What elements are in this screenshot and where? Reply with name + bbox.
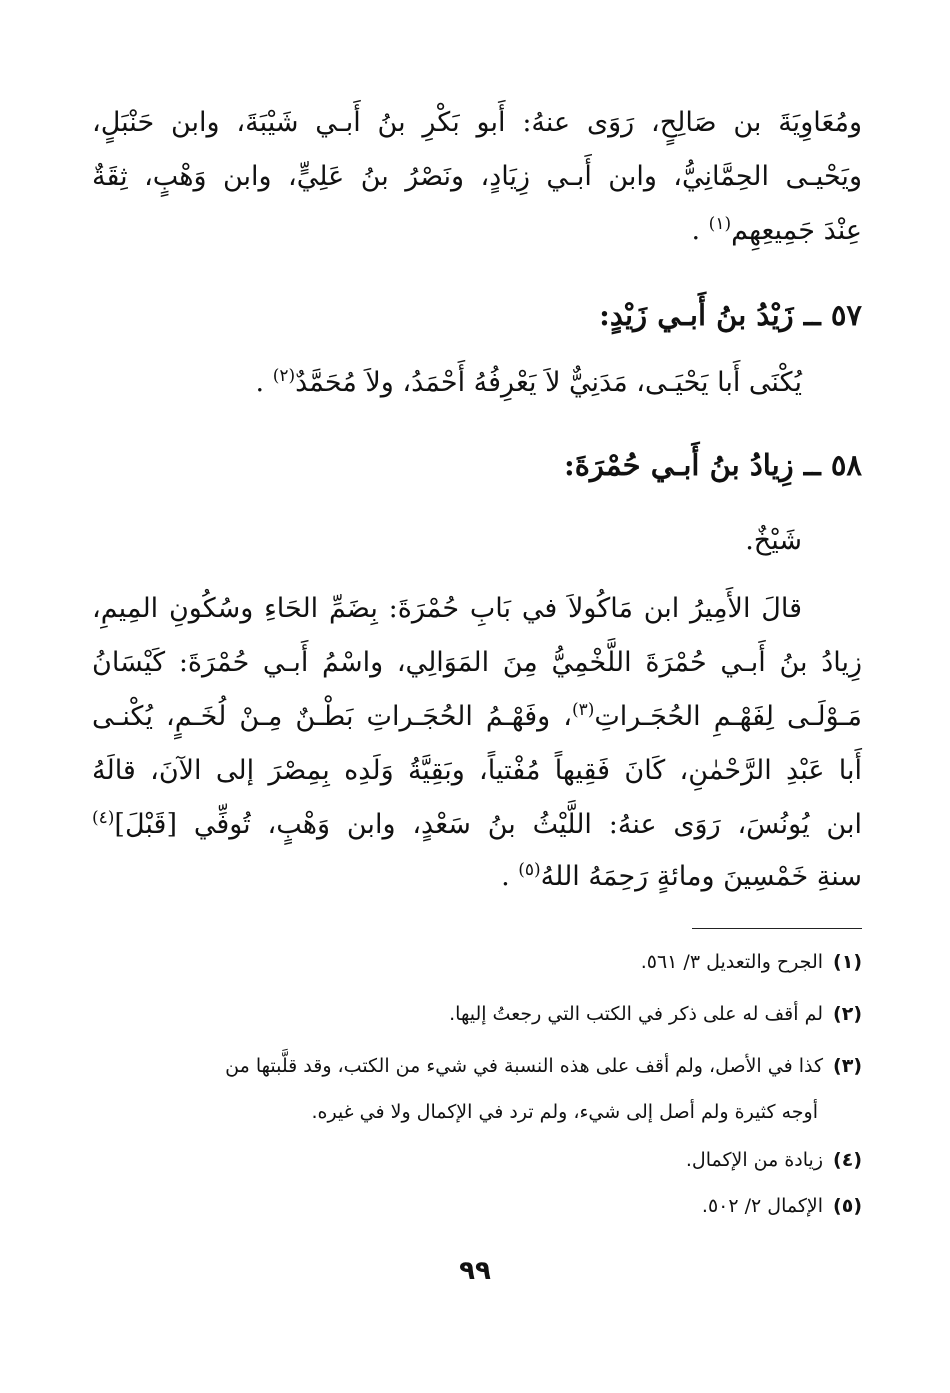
footnote-number: (٤): [833, 1149, 862, 1171]
para-line-3b: ، وفَهْـمُ الحُجَـراتِ بَطْـنٌ مِـنْ لُخَـمٍ، يُكْنـى: [92, 701, 572, 732]
footnote-1: [641, 944, 862, 980]
footnote-4: [686, 1142, 862, 1178]
para-line-4: أَبا عَبْدِ الرَّحْمٰنِ، كَانَ فَقِيهاً مُفْتياً، وبَقِيَّةُ وَلَدِه بِمِصْرَ إلى الآنَ، قالَهُ: [92, 755, 862, 786]
entry-heading-57: ٥٧ ــ زَيْدُ بنُ أَبـي زَيْدٍ:: [599, 298, 862, 332]
footnote-5: [702, 1188, 862, 1224]
body-line-3-text: عِنْدَ جَمِيعِهِم: [731, 215, 862, 246]
para-line-1: قالَ الأَمِيرُ ابن مَاكُولاَ في بَابِ حُمْرَةَ: بِضَمِّ الحَاءِ وسُكُونِ المِيمِ،: [92, 593, 802, 624]
footnote-ref-1: (١): [708, 214, 732, 234]
footnote-text: الجرح والتعديل ٣/ ٥٦١.: [640, 951, 824, 973]
footnote-number: (٢): [833, 1003, 862, 1025]
body-line-1: ومُعَاوِيَةَ بن صَالِحٍ، رَوَى عنهُ: أَبو بَكْرِ بنُ أَبـي شَيْبَةَ، وابن حَنْبَلٍ،: [92, 107, 862, 138]
footnote-text: الإكمال ٢/ ٥٠٢.: [701, 1195, 824, 1217]
footnote-ref-5: (٥): [518, 860, 541, 880]
entry-57-body: يُكْنَى أَبا يَحْيَـى، مَدَنِيٌّ لاَ يَعْرِفُهُ أَحْمَدُ، ولاَ مُحَمَّدٌ: [295, 367, 802, 398]
para-line-5a: ابن يُونُسَ، رَوَى عنهُ: اللَّيْثُ بنُ سَعْدٍ، وابن وَهْبٍ، تُوفِّي [قَبْلَ]: [114, 809, 862, 840]
para-line-2: زِيادُ بنُ أَبـي حُمْرَةَ اللَّخْمِيُّ مِنَ المَوَالِي، واسْمُ أَبـي حُمْرَةَ: كَيْسَانُ: [92, 647, 862, 678]
body-line-3: [692, 206, 863, 256]
para-line-5: [92, 800, 862, 850]
footnote-ref-3: (٣): [571, 700, 595, 720]
footnote-text: كذا في الأصل، ولم أقف على هذه النسبة في شيء من الكتب، وقد قلَّبتها من: [225, 1055, 824, 1077]
period: .: [255, 367, 273, 398]
body-line-2: ويَحْيـى الحِمَّانِيُّ، وابن أَبـي زِيَادٍ، ونَصْرُ بنُ عَلِيٍّ، وابن وَهْبٍ، ثِقَةٌ: [92, 161, 862, 192]
period: .: [501, 861, 519, 892]
para-line-3a: مَـوْلَـى لِفَهْـمِ الحُجَـراتِ: [594, 701, 862, 732]
footnote-number: (٣): [833, 1055, 862, 1077]
para-line-3: [92, 692, 862, 742]
footnote-text: لم أقف له على ذكر في الكتب التي رجعتُ إليها.: [449, 1003, 824, 1025]
entry-58-short: شَيْخٌ.: [745, 525, 802, 556]
footnote-divider: [692, 928, 862, 929]
period: .: [691, 215, 709, 246]
para-line-6: [501, 852, 862, 902]
footnote-ref-4: (٤): [92, 808, 115, 828]
para-line-6a: سنةِ خَمْسِينَ ومائةٍ رَحِمَهُ اللهُ: [540, 861, 862, 892]
footnote-3: [132, 1048, 862, 1084]
entry-heading-58: ٥٨ ــ زِيادُ بنُ أَبـي حُمْرَةَ:: [564, 448, 862, 482]
footnote-number: (٥): [833, 1195, 862, 1217]
footnote-3-cont: أوجه كثيرة ولم أصل إلى شيء، ولم ترد في الإكمال ولا في غيره.: [311, 1101, 818, 1123]
footnote-2: [449, 996, 862, 1032]
footnote-number: (١): [833, 951, 862, 973]
footnote-ref-2: (٢): [272, 366, 296, 386]
entry-57-text: [256, 358, 802, 408]
page-number: ٩٩: [459, 1256, 491, 1286]
footnote-text: زيادة من الإكمال.: [685, 1149, 824, 1171]
